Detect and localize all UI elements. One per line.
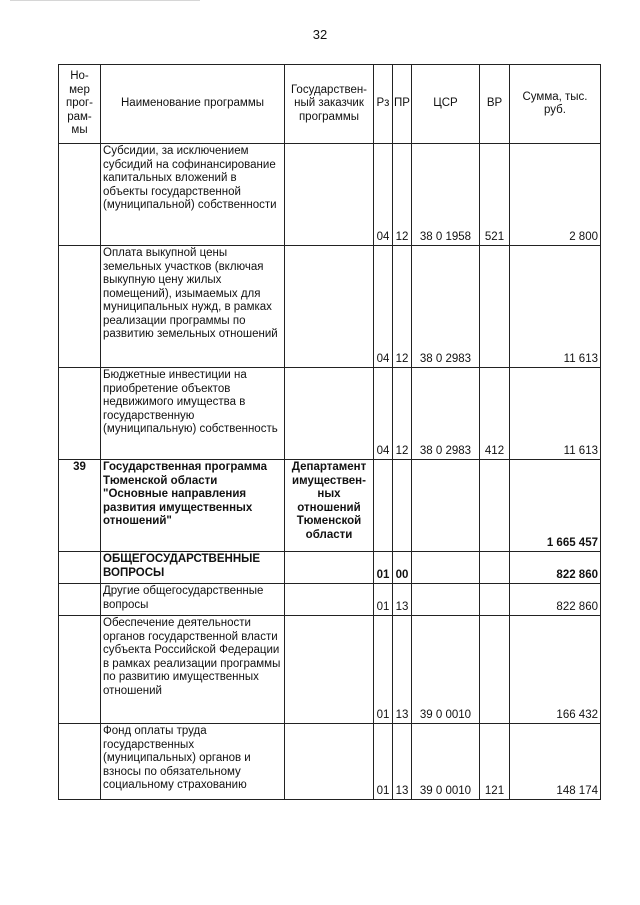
- scan-edge-mark: [10, 0, 200, 5]
- budget-table: [58, 64, 601, 800]
- row-vr: [480, 616, 510, 724]
- row-name: Другие общегосударственные вопросы: [101, 584, 285, 616]
- row-pr: 12: [393, 144, 412, 246]
- row-vr: 121: [480, 724, 510, 800]
- row-rz: 04: [374, 144, 393, 246]
- header-pr: ПР: [393, 65, 412, 144]
- table-row: [59, 460, 601, 552]
- row-sum: 166 432: [510, 616, 601, 724]
- row-sum: 11 613: [510, 368, 601, 460]
- row-customer: [285, 144, 374, 246]
- row-rz: 01: [374, 724, 393, 800]
- row-pr: 13: [393, 616, 412, 724]
- row-pr: 12: [393, 246, 412, 368]
- row-vr: [480, 246, 510, 368]
- row-csr: 39 0 0010: [412, 616, 480, 724]
- header-customer: Государствен-ный заказчик программы: [285, 65, 374, 144]
- row-name: Бюджетные инвестиции на приобретение объектов недвижимого имущества в государственную (муниципальную) собственность: [101, 368, 285, 460]
- row-pr: [393, 460, 412, 552]
- page-number: 32: [312, 27, 328, 42]
- table-row: [59, 552, 601, 584]
- row-vr: [480, 552, 510, 584]
- row-pr: 00: [393, 552, 412, 584]
- row-customer: [285, 246, 374, 368]
- row-csr: 38 0 1958: [412, 144, 480, 246]
- row-program-number: [59, 584, 101, 616]
- row-csr: 39 0 0010: [412, 724, 480, 800]
- row-customer: [285, 724, 374, 800]
- row-rz: 04: [374, 246, 393, 368]
- row-name: Обеспечение деятельности органов государственной власти субъекта Российской Федерации в рамках реализации программы по развитию имущественных отношений: [101, 616, 285, 724]
- row-name: Оплата выкупной цены земельных участков (включая выкупную цену жилых помещений), изымаемых для муниципальных нужд, в рамках реализации программы по развитию земельных отношений: [101, 246, 285, 368]
- table-row: [59, 144, 601, 246]
- header-program-name: Наименование программы: [101, 65, 285, 144]
- row-csr: 38 0 2983: [412, 246, 480, 368]
- row-sum: 11 613: [510, 246, 601, 368]
- table-row: [59, 368, 601, 460]
- row-csr: [412, 552, 480, 584]
- row-csr: 38 0 2983: [412, 368, 480, 460]
- row-sum: 822 860: [510, 552, 601, 584]
- row-program-number: [59, 246, 101, 368]
- row-sum: 148 174: [510, 724, 601, 800]
- header-rz: Рз: [374, 65, 393, 144]
- table-row: [59, 724, 601, 800]
- row-name: Фонд оплаты труда государственных (муниципальных) органов и взносы по обязательному социальному страхованию: [101, 724, 285, 800]
- row-rz: 01: [374, 584, 393, 616]
- row-program-number: [59, 616, 101, 724]
- row-name: Субсидии, за исключением субсидий на софинансирование капитальных вложений в объекты государственной (муниципальной) собственности: [101, 144, 285, 246]
- row-program-number: [59, 724, 101, 800]
- row-customer: [285, 552, 374, 584]
- row-program-number: 39: [59, 460, 101, 552]
- row-vr: 412: [480, 368, 510, 460]
- row-pr: 13: [393, 584, 412, 616]
- header-row: [59, 65, 601, 144]
- row-customer: [285, 368, 374, 460]
- row-sum: 2 800: [510, 144, 601, 246]
- table-row: [59, 616, 601, 724]
- header-program-number: Но-мер прог-рам-мы: [59, 65, 101, 144]
- row-rz: [374, 460, 393, 552]
- row-name: ОБЩЕГОСУДАРСТВЕННЫЕ ВОПРОСЫ: [101, 552, 285, 584]
- header-vr: ВР: [480, 65, 510, 144]
- row-rz: 01: [374, 616, 393, 724]
- row-sum: 822 860: [510, 584, 601, 616]
- row-name: Государственная программа Тюменской области "Основные направления развития имущественных отношений": [101, 460, 285, 552]
- row-sum: 1 665 457: [510, 460, 601, 552]
- row-customer: Департамент имуществен-ных отношений Тюменской области: [285, 460, 374, 552]
- header-csr: ЦСР: [412, 65, 480, 144]
- row-pr: 12: [393, 368, 412, 460]
- table-row: [59, 246, 601, 368]
- row-rz: 04: [374, 368, 393, 460]
- row-csr: [412, 460, 480, 552]
- row-customer: [285, 584, 374, 616]
- header-sum: Сумма, тыс. руб.: [510, 65, 601, 144]
- row-vr: [480, 584, 510, 616]
- row-vr: [480, 460, 510, 552]
- row-program-number: [59, 144, 101, 246]
- row-program-number: [59, 368, 101, 460]
- row-pr: 13: [393, 724, 412, 800]
- row-vr: 521: [480, 144, 510, 246]
- row-program-number: [59, 552, 101, 584]
- row-rz: 01: [374, 552, 393, 584]
- row-customer: [285, 616, 374, 724]
- row-csr: [412, 584, 480, 616]
- table-row: [59, 584, 601, 616]
